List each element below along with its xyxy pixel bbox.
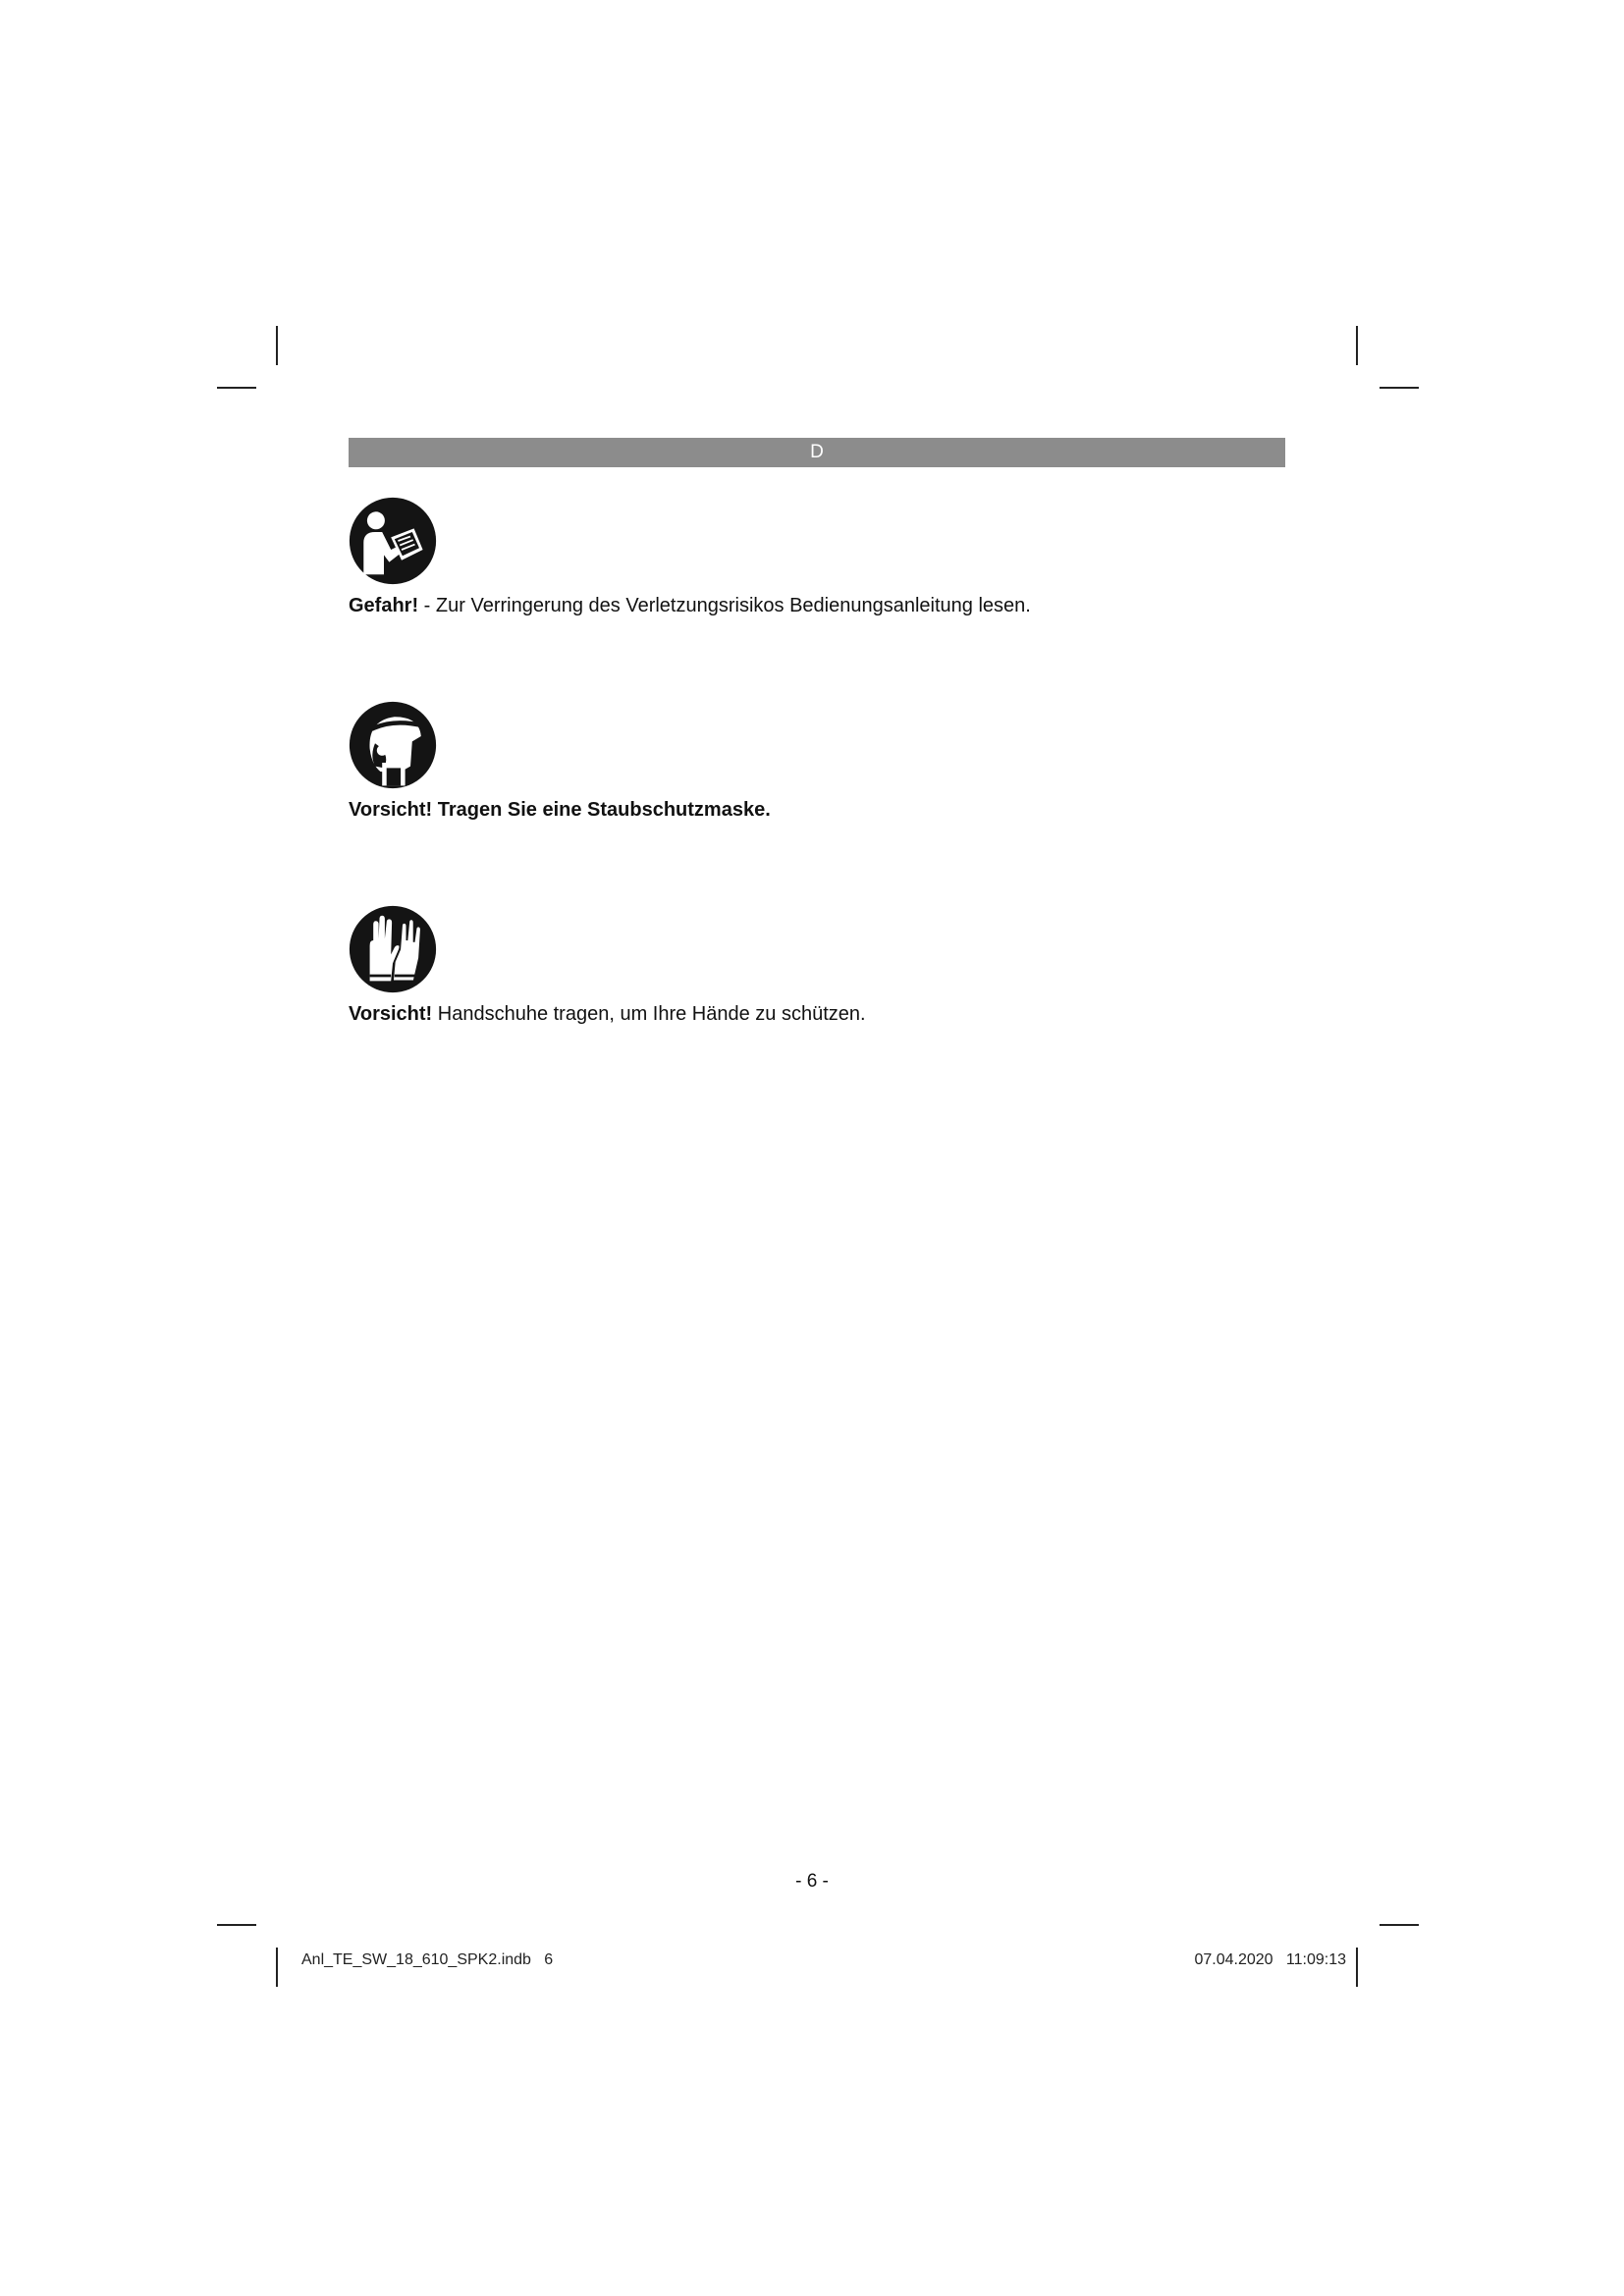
notice-read-manual-body: - Zur Verringerung des Verletzungsrisikos Bedienungsanleitung lesen. xyxy=(418,595,1031,616)
language-code: D xyxy=(810,442,824,462)
crop-mark-bottom-right-horizontal xyxy=(1380,1924,1419,1926)
timestamp-slug: 07.04.2020 11:09:13 xyxy=(1194,1951,1346,1968)
notice-read-manual xyxy=(349,497,1285,618)
notice-dust-mask xyxy=(349,701,1285,823)
file-name-slug: Anl_TE_SW_18_610_SPK2.indb 6 xyxy=(301,1951,554,1968)
read-manual-icon xyxy=(349,497,437,585)
notice-gloves xyxy=(349,905,1285,1027)
crop-mark-bottom-right-vertical xyxy=(1356,1948,1358,1987)
notice-read-manual-lead: Gefahr! xyxy=(349,595,419,616)
dust-mask-icon xyxy=(349,701,437,789)
crop-mark-bottom-left-vertical xyxy=(276,1948,278,1987)
language-header-bar xyxy=(349,438,1285,467)
crop-mark-top-right-vertical xyxy=(1356,326,1358,365)
gloves-icon xyxy=(349,905,437,993)
crop-mark-top-left-horizontal xyxy=(217,387,256,389)
page-number: - 6 - xyxy=(795,1871,829,1892)
crop-mark-top-left-vertical xyxy=(276,326,278,365)
notice-gloves-body: Handschuhe tragen, um Ihre Hände zu schützen. xyxy=(432,1003,866,1025)
notice-dust-mask-lead: Vorsicht! Tragen Sie eine Staubschutzmaske. xyxy=(349,799,771,821)
crop-mark-bottom-left-horizontal xyxy=(217,1924,256,1926)
notice-gloves-lead: Vorsicht! xyxy=(349,1003,433,1025)
crop-mark-top-right-horizontal xyxy=(1380,387,1419,389)
